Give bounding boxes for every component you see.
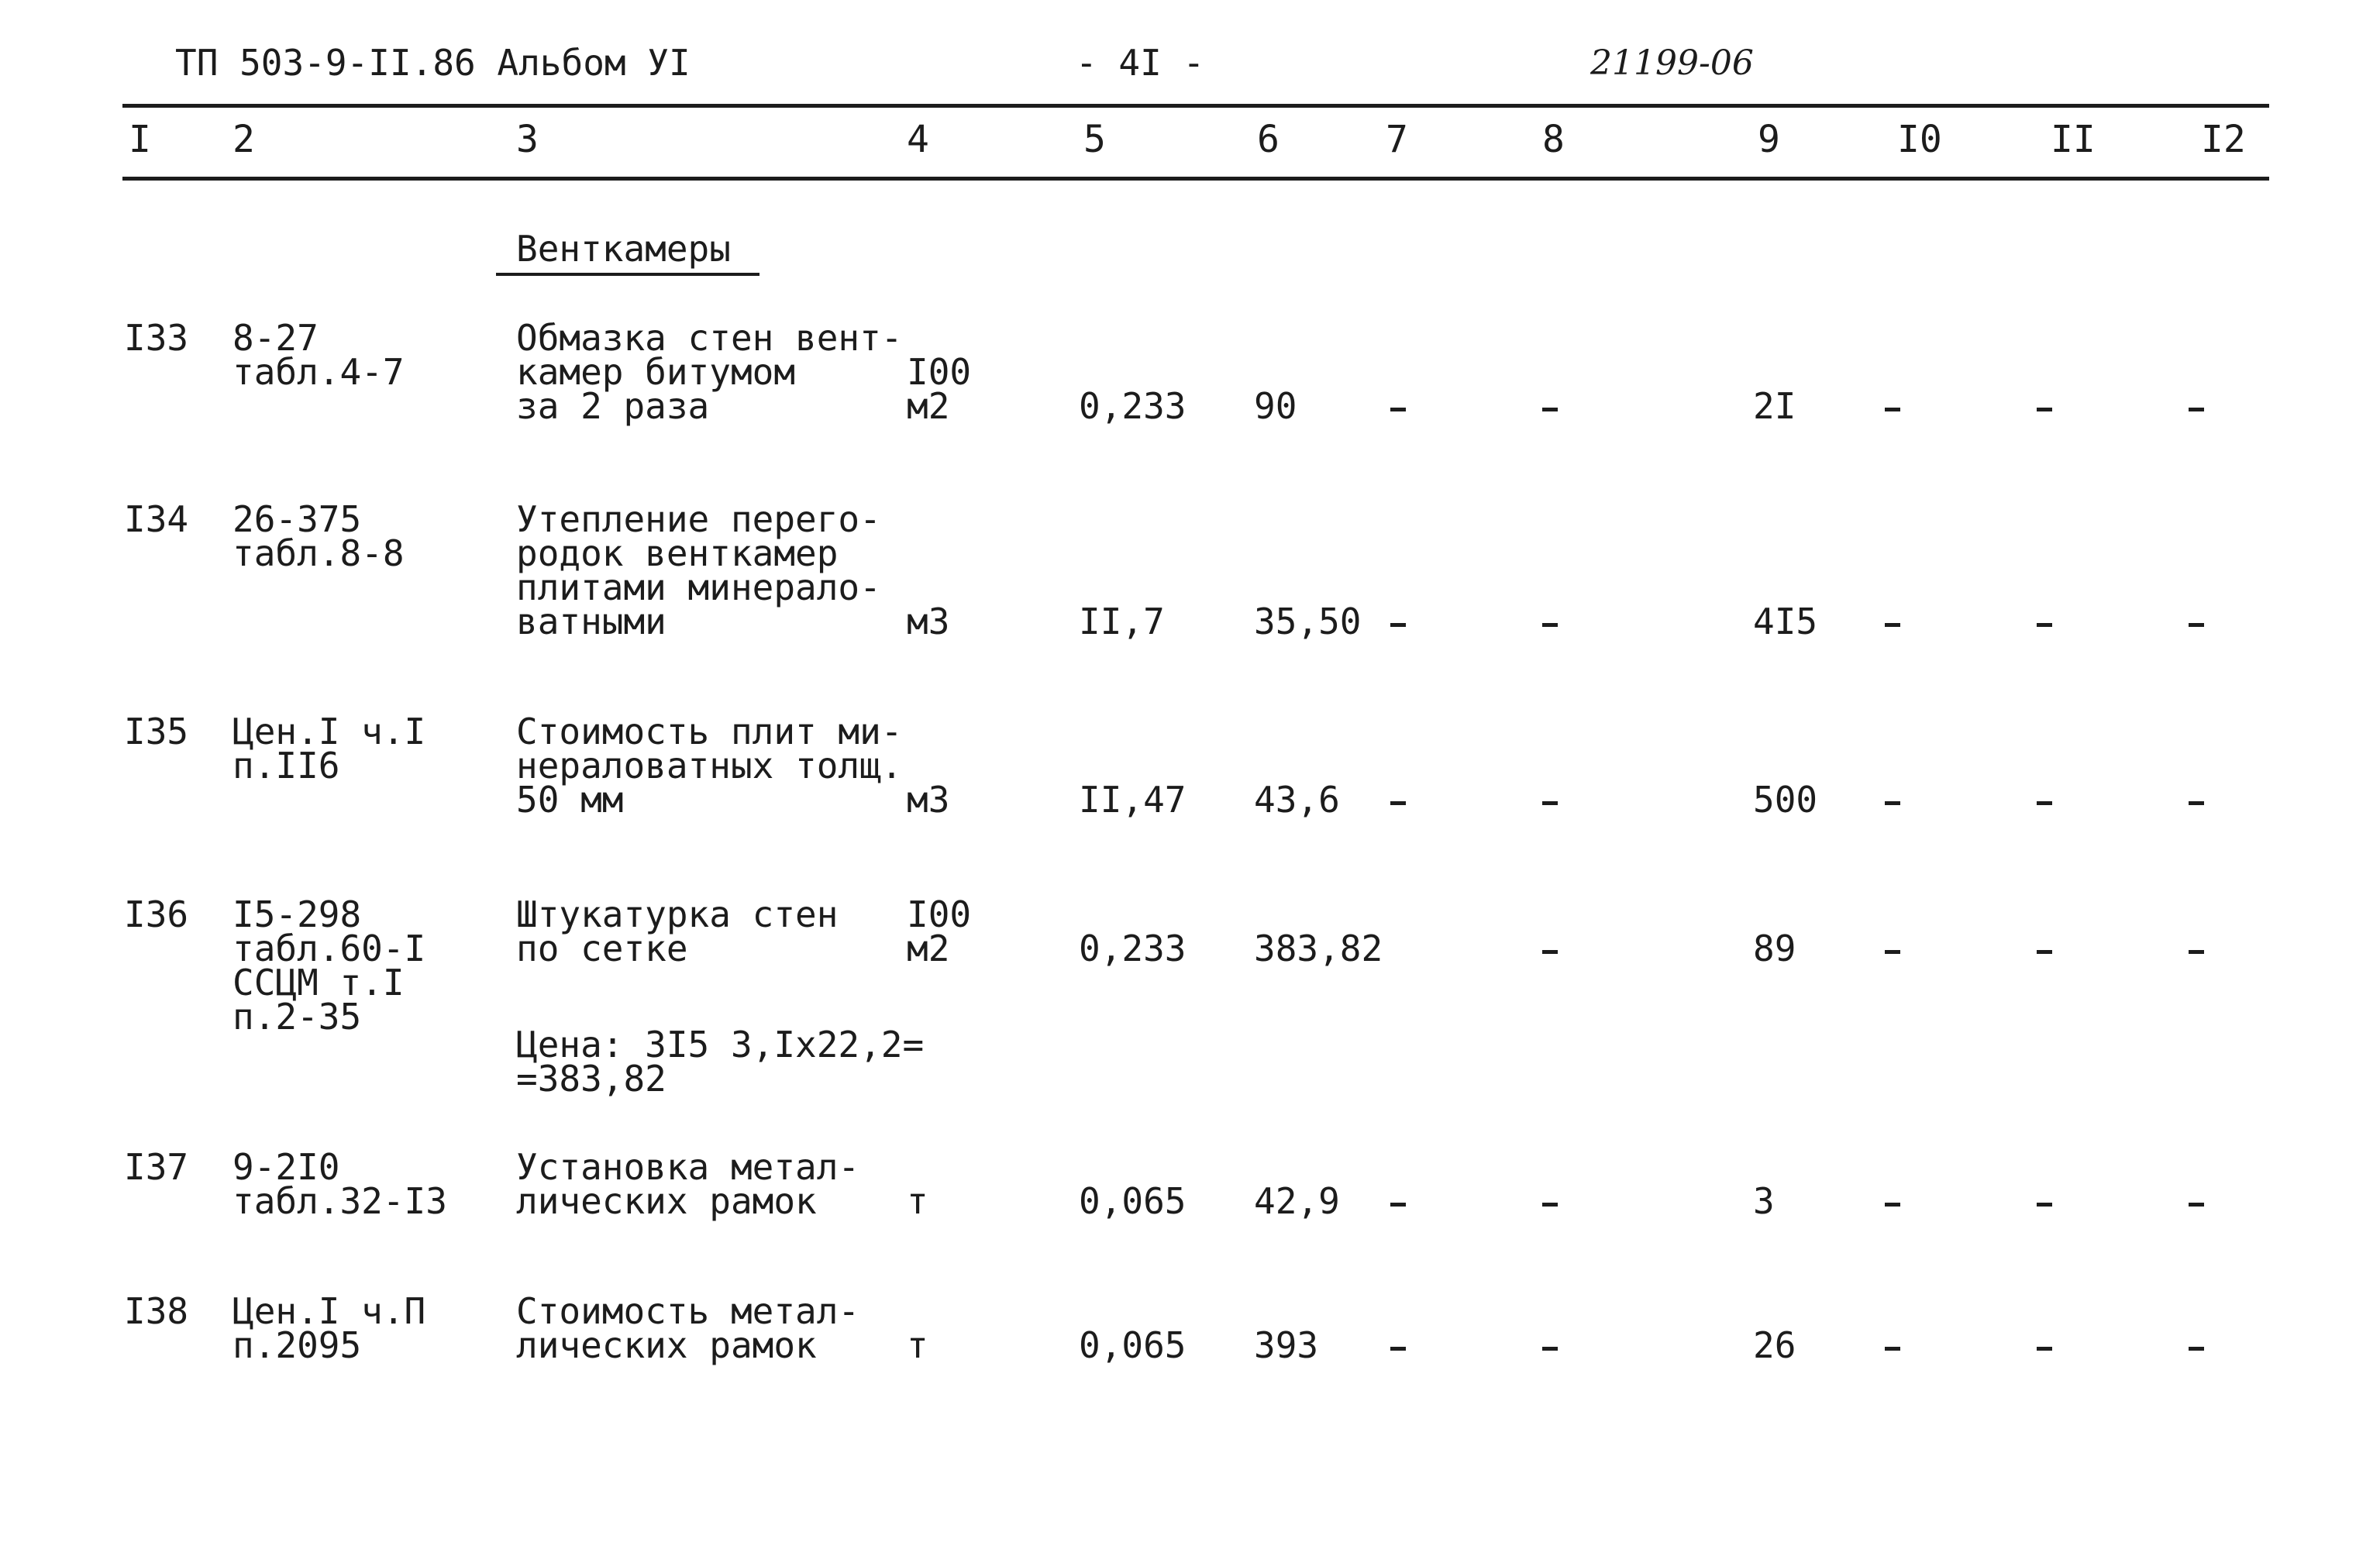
work-name-line: Утепление перего-	[516, 498, 881, 540]
col12-value-dash	[2189, 1347, 2204, 1351]
work-name-line: лических рамок	[516, 1324, 817, 1366]
column-number-7: 7	[1386, 118, 1408, 161]
col10-value-dash	[1885, 1203, 1900, 1207]
row-number: I35	[124, 711, 189, 752]
col8-value-dash	[1542, 950, 1558, 954]
basis-reference-line: табл.8-8	[232, 532, 405, 574]
work-name-line: лических рамок	[516, 1180, 817, 1222]
work-name	[516, 1290, 860, 1366]
header-top-rule	[122, 104, 2269, 108]
row-number: I33	[124, 317, 189, 359]
work-name-line: Обмазка стен вент-	[516, 317, 903, 359]
col8-value-dash	[1542, 1203, 1558, 1207]
unit-of-measure-line: м2	[907, 928, 950, 969]
work-name-line: плитами минерало-	[516, 566, 881, 608]
col8-value-dash	[1542, 801, 1558, 805]
basis-reference-line: ССЦМ т.I	[232, 962, 405, 1003]
column-number-6: 6	[1257, 118, 1280, 161]
basis-reference	[232, 1290, 426, 1366]
unit-of-measure-line: м3	[907, 779, 950, 821]
unit-of-measure	[907, 1324, 928, 1366]
work-name-line: по сетке	[516, 928, 688, 969]
work-name-line: нераловатных толщ.	[516, 745, 903, 787]
col8-value-dash	[1542, 623, 1558, 627]
unit-of-measure-line: м2	[907, 385, 950, 427]
unit-of-measure	[907, 779, 950, 821]
basis-reference-line: табл.4-7	[232, 351, 405, 393]
price-note-line: Цена: 3I5 3,Iх22,2=	[516, 1024, 925, 1065]
column-number-9: 9	[1758, 118, 1780, 161]
col10-value-dash	[1885, 623, 1900, 627]
basis-reference-line: п.II6	[232, 745, 340, 787]
price-note-line: =383,82	[516, 1058, 666, 1100]
basis-reference	[232, 1146, 447, 1222]
row-number: I37	[124, 1146, 189, 1188]
column-number-10: I0	[1897, 118, 1942, 161]
col11-value-dash	[2037, 1347, 2052, 1351]
row-number: I36	[124, 893, 189, 935]
column-number-2: 2	[232, 118, 255, 161]
col7-value-dash	[1390, 1347, 1406, 1351]
basis-reference-line: Цен.I ч.I	[232, 711, 426, 752]
quantity: II,7	[1079, 601, 1165, 642]
col11-value-dash	[2037, 623, 2052, 627]
unit-price: 35,50	[1254, 601, 1362, 642]
work-name	[516, 1146, 860, 1222]
work-name-line: родок венткамер	[516, 532, 839, 574]
col12-value-dash	[2189, 623, 2204, 627]
unit-of-measure	[907, 893, 972, 969]
basis-reference-line: 8-27	[232, 317, 319, 359]
col10-value-dash	[1885, 408, 1900, 411]
col8-value-dash	[1542, 408, 1558, 411]
col10-value-dash	[1885, 1347, 1900, 1351]
work-name	[516, 498, 881, 642]
work-name-line: Штукатурка стен	[516, 893, 839, 935]
col9-value: 2I	[1753, 385, 1796, 427]
work-name-line: Установка метал-	[516, 1146, 860, 1188]
col12-value-dash	[2189, 1203, 2204, 1207]
unit-of-measure-line: т	[907, 1180, 928, 1222]
col7-value-dash	[1390, 408, 1406, 411]
basis-reference	[232, 711, 426, 787]
col12-value-dash	[2189, 950, 2204, 954]
quantity: 0,065	[1079, 1180, 1187, 1222]
section-title-underline	[496, 273, 759, 276]
unit-of-measure	[907, 1180, 928, 1222]
column-number-3: 3	[516, 118, 539, 161]
col8-value-dash	[1542, 1347, 1558, 1351]
col7-value-dash	[1390, 623, 1406, 627]
unit-of-measure-line: I00	[907, 893, 972, 935]
column-number-4: 4	[907, 118, 929, 161]
work-name-line: камер битумом	[516, 351, 796, 393]
col9-value: 89	[1753, 928, 1796, 969]
unit-price: 43,6	[1254, 779, 1340, 821]
quantity: 0,233	[1079, 928, 1187, 969]
quantity: 0,233	[1079, 385, 1187, 427]
column-number-5: 5	[1083, 118, 1106, 161]
unit-price: 393	[1254, 1324, 1319, 1366]
header-bottom-rule	[122, 177, 2269, 181]
document-code: ТП 503-9-II.86 Альбом УI	[175, 42, 691, 84]
column-number-8: 8	[1542, 118, 1565, 161]
basis-reference-line: Цен.I ч.П	[232, 1290, 426, 1332]
basis-reference	[232, 498, 405, 574]
quantity: II,47	[1079, 779, 1187, 821]
basis-reference-line: табл.32-I3	[232, 1180, 447, 1222]
col11-value-dash	[2037, 801, 2052, 805]
basis-reference-line: 26-375	[232, 498, 362, 540]
column-number-11: II	[2051, 118, 2096, 161]
col12-value-dash	[2189, 408, 2204, 411]
price-note	[516, 1024, 925, 1100]
work-name-line: 50 мм	[516, 779, 624, 821]
basis-reference-line: I5-298	[232, 893, 362, 935]
work-name	[516, 317, 903, 427]
col11-value-dash	[2037, 1203, 2052, 1207]
col11-value-dash	[2037, 950, 2052, 954]
basis-reference-line: 9-2I0	[232, 1146, 340, 1188]
unit-of-measure-line: т	[907, 1324, 928, 1366]
basis-reference-line: п.2095	[232, 1324, 362, 1366]
basis-reference	[232, 317, 405, 393]
work-name	[516, 893, 839, 969]
col11-value-dash	[2037, 408, 2052, 411]
col9-value: 3	[1753, 1180, 1775, 1222]
col10-value-dash	[1885, 950, 1900, 954]
work-name-line: за 2 раза	[516, 385, 710, 427]
basis-reference-line: табл.60-I	[232, 928, 426, 969]
quantity: 0,065	[1079, 1324, 1187, 1366]
row-number: I34	[124, 498, 189, 540]
basis-reference	[232, 893, 426, 1038]
unit-price: 383,82	[1254, 928, 1383, 969]
col12-value-dash	[2189, 801, 2204, 805]
unit-of-measure	[907, 601, 950, 642]
unit-price: 42,9	[1254, 1180, 1340, 1222]
row-number: I38	[124, 1290, 189, 1332]
basis-reference-line: п.2-35	[232, 996, 362, 1038]
col9-value: 500	[1753, 779, 1818, 821]
col7-value-dash	[1390, 801, 1406, 805]
column-number-12: I2	[2201, 118, 2246, 161]
col10-value-dash	[1885, 801, 1900, 805]
section-title: Венткамеры	[516, 228, 731, 270]
col9-value: 4I5	[1753, 601, 1818, 642]
work-name-line: ватными	[516, 601, 666, 642]
unit-of-measure-line: I00	[907, 351, 972, 393]
work-name	[516, 711, 903, 821]
inventory-number: 21199-06	[1590, 43, 1754, 83]
work-name-line: Стоимость метал-	[516, 1290, 860, 1332]
unit-of-measure	[907, 351, 972, 427]
col7-value-dash	[1390, 1203, 1406, 1207]
work-name-line: Стоимость плит ми-	[516, 711, 903, 752]
column-number-1: I	[129, 118, 151, 161]
col9-value: 26	[1753, 1324, 1796, 1366]
page-number: - 4I -	[1076, 42, 1205, 84]
unit-of-measure-line: м3	[907, 601, 950, 642]
unit-price: 90	[1254, 385, 1297, 427]
